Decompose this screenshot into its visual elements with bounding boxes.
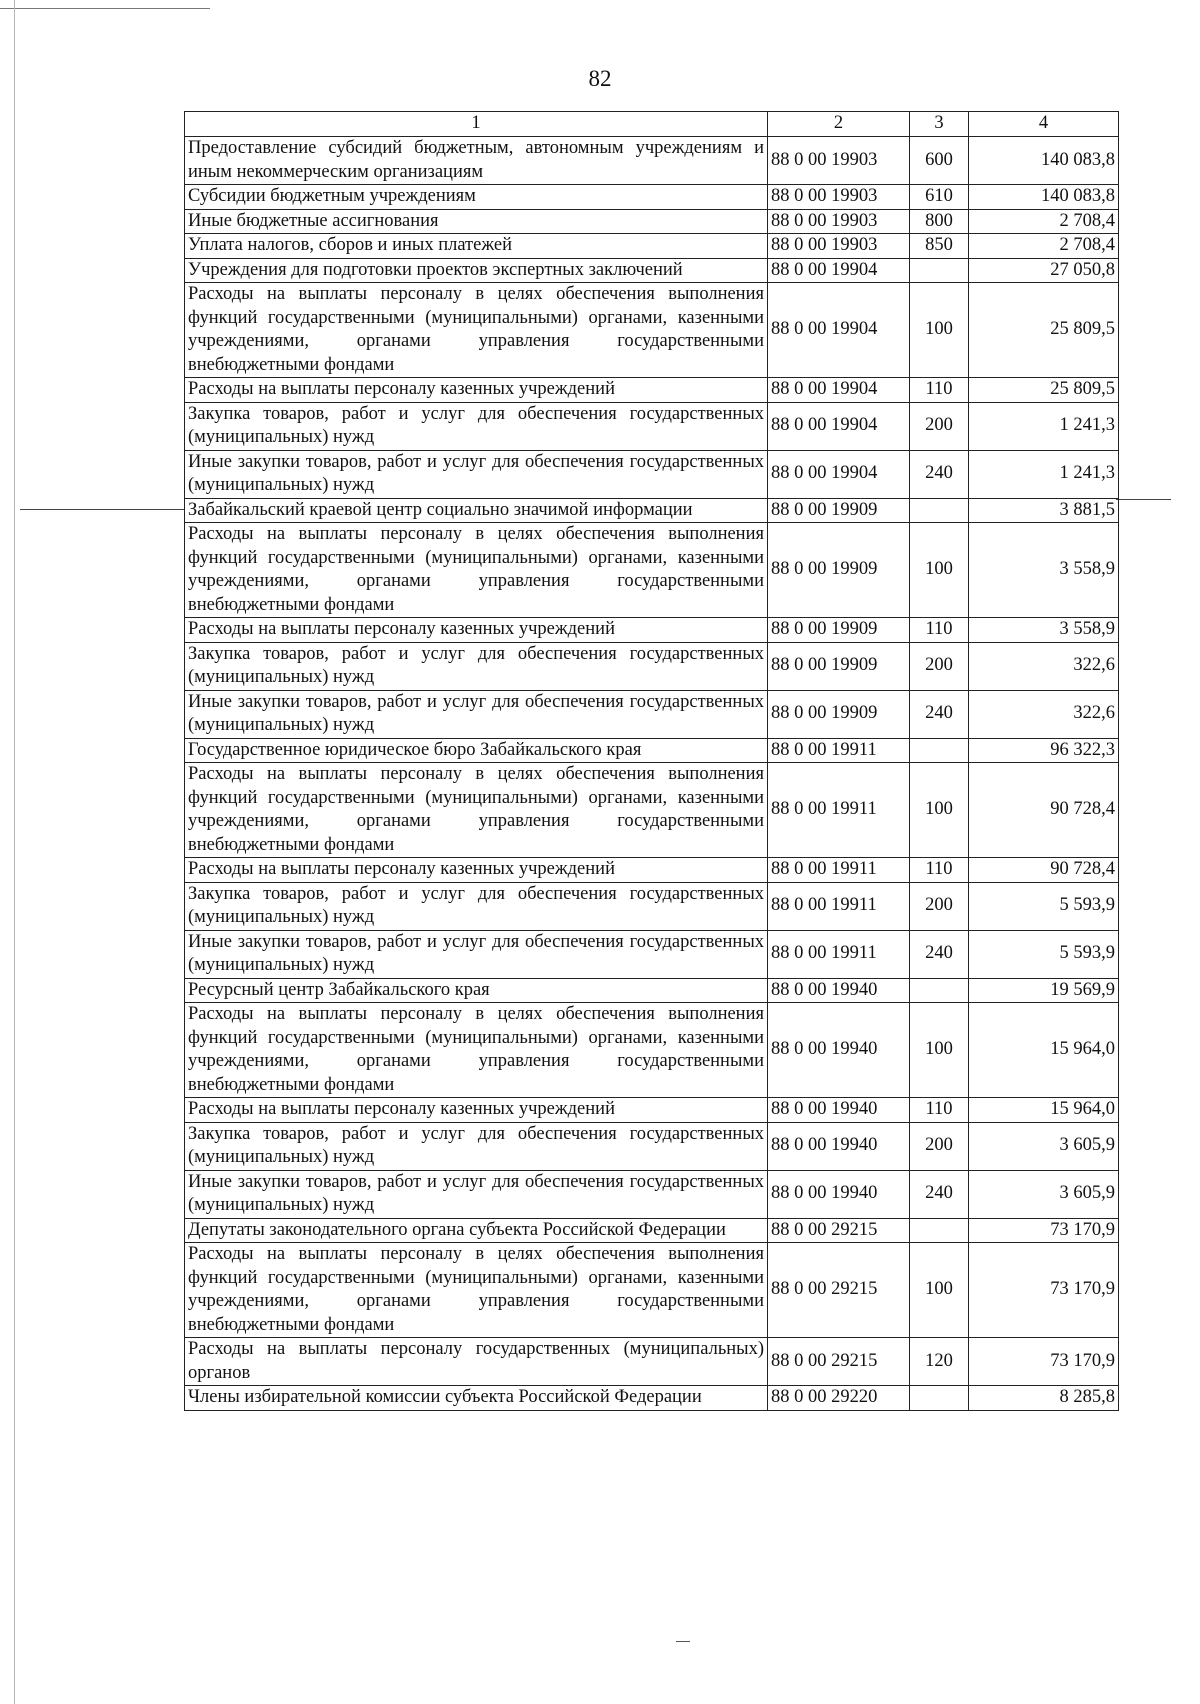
row-code: 88 0 00 19909 xyxy=(768,523,910,618)
row-type: 200 xyxy=(910,642,969,690)
row-amount: 15 964,0 xyxy=(969,1098,1119,1123)
row-type: 240 xyxy=(910,690,969,738)
row-type: 100 xyxy=(910,283,969,378)
budget-table xyxy=(184,111,1119,1411)
row-name: Члены избирательной комиссии субъекта Российской Федерации xyxy=(185,1386,768,1411)
row-amount: 1 241,3 xyxy=(969,402,1119,450)
row-code: 88 0 00 19909 xyxy=(768,642,910,690)
table-row xyxy=(185,209,1119,234)
row-name: Закупка товаров, работ и услуг для обеспечения государственных (муниципальных) нужд xyxy=(185,882,768,930)
row-name: Иные закупки товаров, работ и услуг для обеспечения государственных (муниципальных) нужд xyxy=(185,450,768,498)
row-code: 88 0 00 19904 xyxy=(768,258,910,283)
row-type: 200 xyxy=(910,1122,969,1170)
row-code: 88 0 00 19940 xyxy=(768,978,910,1003)
row-code: 88 0 00 19909 xyxy=(768,690,910,738)
table-row xyxy=(185,450,1119,498)
row-amount: 73 170,9 xyxy=(969,1218,1119,1243)
row-type xyxy=(910,1386,969,1411)
row-amount: 3 605,9 xyxy=(969,1122,1119,1170)
table-row xyxy=(185,1003,1119,1098)
row-type: 240 xyxy=(910,450,969,498)
table-body xyxy=(185,137,1119,1411)
row-amount: 2 708,4 xyxy=(969,234,1119,259)
row-type: 110 xyxy=(910,858,969,883)
row-amount: 322,6 xyxy=(969,642,1119,690)
row-type: 110 xyxy=(910,378,969,403)
table-header-row xyxy=(185,112,1119,137)
row-name: Ресурсный центр Забайкальского края xyxy=(185,978,768,1003)
row-amount: 3 881,5 xyxy=(969,498,1119,523)
row-type: 600 xyxy=(910,137,969,185)
row-amount: 3 558,9 xyxy=(969,618,1119,643)
row-type: 800 xyxy=(910,209,969,234)
row-code: 88 0 00 19904 xyxy=(768,402,910,450)
row-amount: 96 322,3 xyxy=(969,738,1119,763)
row-name: Расходы на выплаты персоналу в целях обеспечения выполнения функций государственными (муниципальными) органами, казенными учреждениями, органами управления государственными внебюджетными фондами xyxy=(185,763,768,858)
row-name: Забайкальский краевой центр социально значимой информации xyxy=(185,498,768,523)
row-type xyxy=(910,498,969,523)
table-row xyxy=(185,738,1119,763)
row-name: Субсидии бюджетным учреждениям xyxy=(185,185,768,210)
row-name: Закупка товаров, работ и услуг для обеспечения государственных (муниципальных) нужд xyxy=(185,402,768,450)
row-type: 610 xyxy=(910,185,969,210)
row-amount: 90 728,4 xyxy=(969,763,1119,858)
row-amount: 73 170,9 xyxy=(969,1338,1119,1386)
row-code: 88 0 00 19911 xyxy=(768,738,910,763)
row-code: 88 0 00 19911 xyxy=(768,930,910,978)
column-header-2: 2 xyxy=(768,112,910,137)
row-type: 100 xyxy=(910,523,969,618)
row-name: Расходы на выплаты персоналу в целях обеспечения выполнения функций государственными (муниципальными) органами, казенными учреждениями, органами управления государственными внебюджетными фондами xyxy=(185,1243,768,1338)
row-code: 88 0 00 19909 xyxy=(768,618,910,643)
table-row xyxy=(185,690,1119,738)
table-row xyxy=(185,234,1119,259)
row-name: Иные закупки товаров, работ и услуг для обеспечения государственных (муниципальных) нужд xyxy=(185,690,768,738)
row-amount: 140 083,8 xyxy=(969,185,1119,210)
row-amount: 5 593,9 xyxy=(969,930,1119,978)
row-code: 88 0 00 29220 xyxy=(768,1386,910,1411)
table-row xyxy=(185,930,1119,978)
row-name: Иные бюджетные ассигнования xyxy=(185,209,768,234)
row-code: 88 0 00 19911 xyxy=(768,763,910,858)
row-name: Расходы на выплаты персоналу государственных (муниципальных) органов xyxy=(185,1338,768,1386)
table-row xyxy=(185,283,1119,378)
row-amount: 8 285,8 xyxy=(969,1386,1119,1411)
row-amount: 25 809,5 xyxy=(969,283,1119,378)
table-row xyxy=(185,858,1119,883)
column-header-4: 4 xyxy=(969,112,1119,137)
scan-mark-bottom xyxy=(676,1641,690,1642)
row-amount: 25 809,5 xyxy=(969,378,1119,403)
row-type xyxy=(910,1218,969,1243)
row-code: 88 0 00 19940 xyxy=(768,1122,910,1170)
column-header-1: 1 xyxy=(185,112,768,137)
row-amount: 90 728,4 xyxy=(969,858,1119,883)
table-row xyxy=(185,1098,1119,1123)
table-row xyxy=(185,1386,1119,1411)
scan-edge-top xyxy=(0,8,210,9)
scan-mark-left xyxy=(20,509,185,510)
row-type xyxy=(910,258,969,283)
row-amount: 3 605,9 xyxy=(969,1170,1119,1218)
table-row xyxy=(185,523,1119,618)
row-name: Расходы на выплаты персоналу казенных учреждений xyxy=(185,618,768,643)
table-row xyxy=(185,378,1119,403)
row-type: 240 xyxy=(910,1170,969,1218)
row-code: 88 0 00 19903 xyxy=(768,185,910,210)
row-amount: 15 964,0 xyxy=(969,1003,1119,1098)
row-code: 88 0 00 19911 xyxy=(768,882,910,930)
row-name: Расходы на выплаты персоналу казенных учреждений xyxy=(185,1098,768,1123)
row-code: 88 0 00 19904 xyxy=(768,378,910,403)
row-code: 88 0 00 19940 xyxy=(768,1003,910,1098)
row-amount: 19 569,9 xyxy=(969,978,1119,1003)
column-header-3: 3 xyxy=(910,112,969,137)
row-code: 88 0 00 19940 xyxy=(768,1170,910,1218)
table-row xyxy=(185,185,1119,210)
table-row xyxy=(185,137,1119,185)
row-amount: 140 083,8 xyxy=(969,137,1119,185)
row-amount: 322,6 xyxy=(969,690,1119,738)
table-row xyxy=(185,1122,1119,1170)
row-code: 88 0 00 19903 xyxy=(768,234,910,259)
row-code: 88 0 00 29215 xyxy=(768,1338,910,1386)
row-name: Иные закупки товаров, работ и услуг для обеспечения государственных (муниципальных) нужд xyxy=(185,930,768,978)
row-name: Депутаты законодательного органа субъекта Российской Федерации xyxy=(185,1218,768,1243)
row-code: 88 0 00 19904 xyxy=(768,450,910,498)
row-type: 120 xyxy=(910,1338,969,1386)
row-code: 88 0 00 19909 xyxy=(768,498,910,523)
row-amount: 73 170,9 xyxy=(969,1243,1119,1338)
table-row xyxy=(185,1243,1119,1338)
row-code: 88 0 00 29215 xyxy=(768,1243,910,1338)
row-name: Учреждения для подготовки проектов экспертных заключений xyxy=(185,258,768,283)
table-row xyxy=(185,882,1119,930)
table-row xyxy=(185,1170,1119,1218)
table-row xyxy=(185,618,1119,643)
row-code: 88 0 00 19911 xyxy=(768,858,910,883)
scan-mark-right xyxy=(1116,499,1171,500)
row-type xyxy=(910,978,969,1003)
table-row xyxy=(185,402,1119,450)
row-type: 110 xyxy=(910,618,969,643)
row-amount: 2 708,4 xyxy=(969,209,1119,234)
row-name: Расходы на выплаты персоналу казенных учреждений xyxy=(185,858,768,883)
table-row xyxy=(185,1338,1119,1386)
row-type: 100 xyxy=(910,1243,969,1338)
row-code: 88 0 00 19903 xyxy=(768,137,910,185)
row-type: 110 xyxy=(910,1098,969,1123)
row-type: 200 xyxy=(910,882,969,930)
row-type: 100 xyxy=(910,1003,969,1098)
row-name: Государственное юридическое бюро Забайкальского края xyxy=(185,738,768,763)
row-name: Иные закупки товаров, работ и услуг для обеспечения государственных (муниципальных) нужд xyxy=(185,1170,768,1218)
row-type: 850 xyxy=(910,234,969,259)
row-type: 240 xyxy=(910,930,969,978)
row-type: 100 xyxy=(910,763,969,858)
row-code: 88 0 00 19940 xyxy=(768,1098,910,1123)
scan-edge-left xyxy=(14,0,15,1704)
row-amount: 3 558,9 xyxy=(969,523,1119,618)
table-row xyxy=(185,763,1119,858)
row-name: Расходы на выплаты персоналу в целях обеспечения выполнения функций государственными (муниципальными) органами, казенными учреждениями, органами управления государственными внебюджетными фондами xyxy=(185,523,768,618)
table-row xyxy=(185,1218,1119,1243)
row-code: 88 0 00 29215 xyxy=(768,1218,910,1243)
table-row xyxy=(185,498,1119,523)
page-number: 82 xyxy=(588,66,612,91)
row-name: Предоставление субсидий бюджетным, автономным учреждениям и иным некоммерческим организациям xyxy=(185,137,768,185)
row-name: Закупка товаров, работ и услуг для обеспечения государственных (муниципальных) нужд xyxy=(185,642,768,690)
row-type xyxy=(910,738,969,763)
row-code: 88 0 00 19903 xyxy=(768,209,910,234)
table-row xyxy=(185,258,1119,283)
table-row xyxy=(185,642,1119,690)
table-row xyxy=(185,978,1119,1003)
row-name: Расходы на выплаты персоналу в целях обеспечения выполнения функций государственными (муниципальными) органами, казенными учреждениями, органами управления государственными внебюджетными фондами xyxy=(185,283,768,378)
row-type: 200 xyxy=(910,402,969,450)
row-code: 88 0 00 19904 xyxy=(768,283,910,378)
row-name: Уплата налогов, сборов и иных платежей xyxy=(185,234,768,259)
row-name: Расходы на выплаты персоналу в целях обеспечения выполнения функций государственными (муниципальными) органами, казенными учреждениями, органами управления государственными внебюджетными фондами xyxy=(185,1003,768,1098)
row-amount: 27 050,8 xyxy=(969,258,1119,283)
row-name: Расходы на выплаты персоналу казенных учреждений xyxy=(185,378,768,403)
row-amount: 5 593,9 xyxy=(969,882,1119,930)
row-name: Закупка товаров, работ и услуг для обеспечения государственных (муниципальных) нужд xyxy=(185,1122,768,1170)
row-amount: 1 241,3 xyxy=(969,450,1119,498)
